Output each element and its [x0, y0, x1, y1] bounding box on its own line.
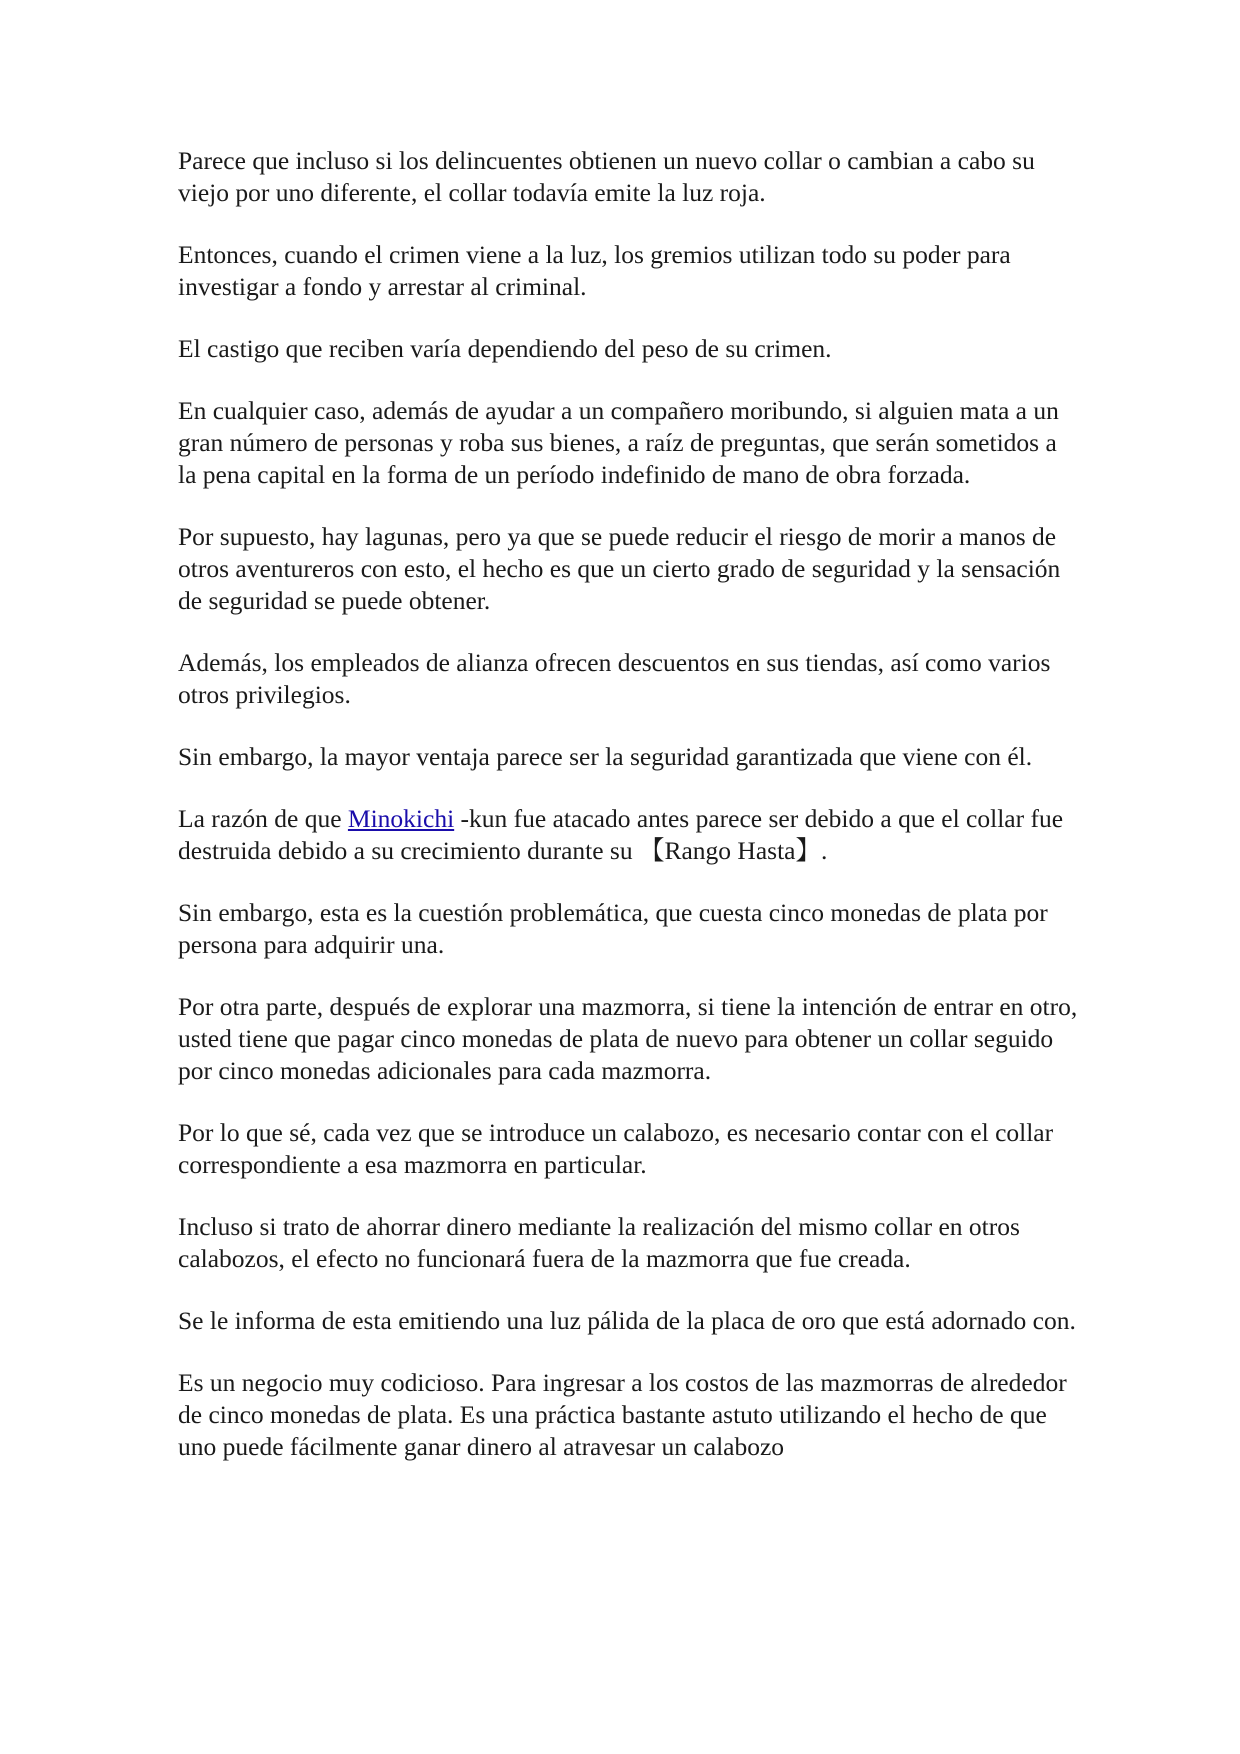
paragraph: Entonces, cuando el crimen viene a la luz, los gremios utilizan todo su poder para investigar a fondo y arrestar al criminal. [178, 240, 1011, 301]
paragraph: Sin embargo, esta es la cuestión problemática, que cuesta cinco monedas de plata por persona para adquirir una. [178, 898, 1048, 959]
minokichi-link[interactable]: Minokichi [347, 804, 455, 833]
paragraph: Por lo que sé, cada vez que se introduce un calabozo, es necesario contar con el collar correspondiente a esa mazmorra en particular. [178, 1118, 1054, 1179]
paragraph: En cualquier caso, además de ayudar a un compañero moribundo, si alguien mata a un gran número de personas y roba sus bienes, a raíz de preguntas, que serán sometidos a la pena capital en la forma de un período indefinido de mano de obra forzada. [178, 396, 1059, 489]
paragraph-text-after-link: -kun fue atacado antes parece ser debido a que el collar fue destruida debido a su crecimiento durante su 【Rango Hasta】. [178, 804, 1064, 865]
paragraph: Por supuesto, hay lagunas, pero ya que se puede reducir el riesgo de morir a manos de otros aventureros con esto, el hecho es que un cierto grado de seguridad y la sensación de seguridad se puede obtener. [178, 522, 1061, 615]
paragraph: Se le informa de esta emitiendo una luz pálida de la placa de oro que está adornado con. [178, 1306, 1076, 1335]
paragraph-text-before-link: La razón de que [178, 804, 348, 833]
paragraph: Parece que incluso si los delincuentes obtienen un nuevo collar o cambian a cabo su viejo por uno diferente, el collar todavía emite la luz roja. [178, 146, 1035, 207]
paragraph: Por otra parte, después de explorar una mazmorra, si tiene la intención de entrar en otro, usted tiene que pagar cinco monedas de plata de nuevo para obtener un collar seguido por cinco monedas adicionales para cada mazmorra. [178, 992, 1078, 1085]
paragraph-with-link [178, 803, 1078, 867]
paragraph: El castigo que reciben varía dependiendo del peso de su crimen. [178, 334, 832, 363]
paragraph: Incluso si trato de ahorrar dinero mediante la realización del mismo collar en otros calabozos, el efecto no funcionará fuera de la mazmorra que fue creada. [178, 1212, 1020, 1273]
paragraph: Es un negocio muy codicioso. Para ingresar a los costos de las mazmorras de alrededor de cinco monedas de plata. Es una práctica bastante astuto utilizando el hecho de que uno puede fácilmente ganar dinero al atravesar un calabozo [178, 1368, 1067, 1461]
document-body [178, 145, 1078, 1493]
paragraph: Sin embargo, la mayor ventaja parece ser la seguridad garantizada que viene con él. [178, 742, 1033, 771]
paragraph: Además, los empleados de alianza ofrecen descuentos en sus tiendas, así como varios otros privilegios. [178, 648, 1051, 709]
